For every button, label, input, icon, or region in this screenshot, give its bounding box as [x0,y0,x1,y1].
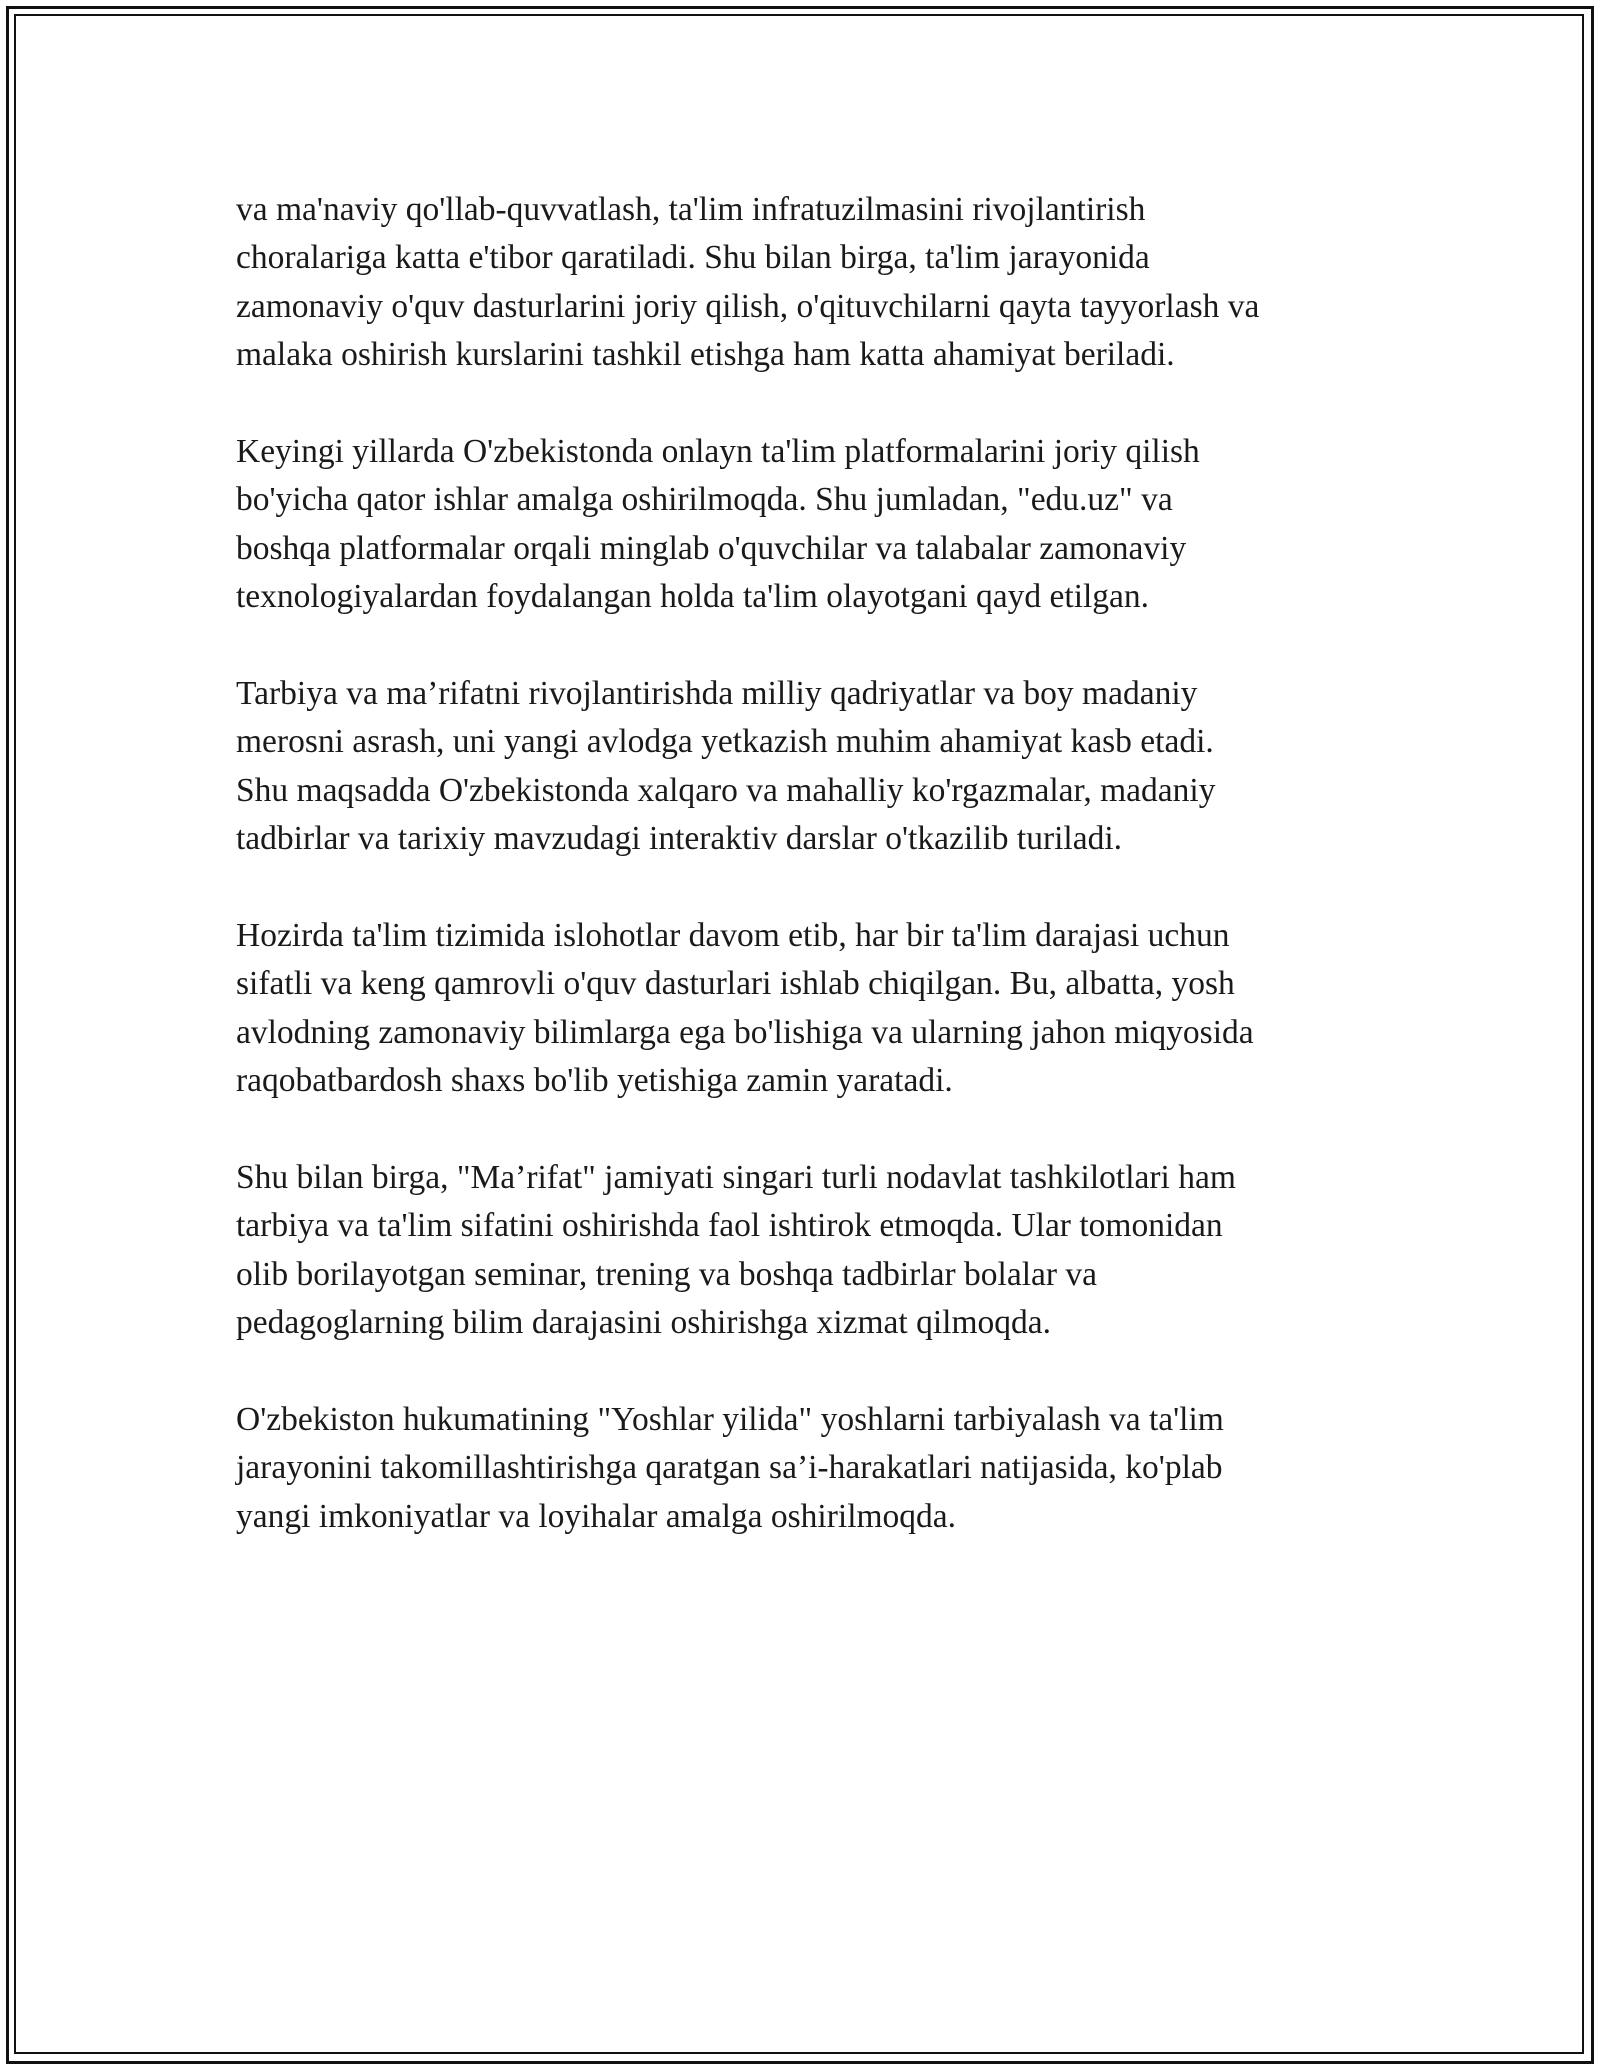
text-line: malaka oshirish kurslarini tashkil etishga ham katta ahamiyat beriladi. [236,336,1175,374]
text-line: Shu bilan birga, "Ma’rifat" jamiyati singari turli nodavlat tashkilotlari ham [236,1159,1236,1197]
text-line: tadbirlar va tarixiy mavzudagi interaktiv darslar o'tkazilib turiladi. [236,820,1123,858]
text-line: Tarbiya va ma’rifatni rivojlantirishda milliy qadriyatlar va boy madaniy [236,675,1198,713]
text-line: Hozirda ta'lim tizimida islohotlar davom etib, har bir ta'lim darajasi uchun [236,917,1230,955]
paragraph-6 [236,1396,1376,1541]
text-line: raqobatbardosh shaxs bo'lib yetishiga zamin yaratadi. [236,1062,953,1100]
text-line: texnologiyalardan foydalangan holda ta'lim olayotgani qayd etilgan. [236,578,1150,616]
text-line: Keyingi yillarda O'zbekistonda onlayn ta'lim platformalarini joriy qilish [236,433,1200,471]
text-line: bo'yicha qator ishlar amalga oshirilmoqda. Shu jumladan, "edu.uz" va [236,481,1173,519]
text-line: Shu maqsadda O'zbekistonda xalqaro va mahalliy ko'rgazmalar, madaniy [236,771,1216,809]
text-line: olib borilayotgan seminar, trening va boshqa tadbirlar bolalar va [236,1255,1098,1293]
text-line: choralariga katta e'tibor qaratiladi. Shu bilan birga, ta'lim jarayonida [236,239,1150,277]
paragraph-2 [236,428,1376,622]
paragraph-4 [236,912,1376,1106]
text-line: merosni asrash, uni yangi avlodga yetkazish muhim ahamiyat kasb etadi. [236,723,1214,761]
paragraph-5 [236,1154,1376,1348]
text-line: pedagoglarning bilim darajasini oshirishga xizmat qilmoqda. [236,1304,1051,1342]
text-line: va ma'naviy qo'llab-quvvatlash, ta'lim infratuzilmasini rivojlantirish [236,191,1146,228]
paragraph-1 [236,186,1376,380]
document-body [236,186,1376,1590]
text-line: sifatli va keng qamrovli o'quv dasturlari ishlab chiqilgan. Bu, albatta, yosh [236,965,1235,1003]
paragraph-3 [236,670,1376,864]
text-line: tarbiya va ta'lim sifatini oshirishda faol ishtirok etmoqda. Ular tomonidan [236,1207,1223,1245]
text-line: avlodning zamonaviy bilimlarga ega bo'lishiga va ularning jahon miqyosida [236,1013,1254,1051]
text-line: yangi imkoniyatlar va loyihalar amalga oshirilmoqda. [236,1497,957,1535]
text-line: boshqa platformalar orqali minglab o'quvchilar va talabalar zamonaviy [236,529,1187,567]
text-line: O'zbekiston hukumatining "Yoshlar yilida" yoshlarni tarbiyalash va ta'lim [236,1401,1224,1439]
text-line: jarayonini takomillashtirishga qaratgan sa’i-harakatlari natijasida, ko'plab [236,1449,1223,1487]
text-line: zamonaviy o'quv dasturlarini joriy qilish, o'qituvchilarni qayta tayyorlash va [236,287,1260,325]
